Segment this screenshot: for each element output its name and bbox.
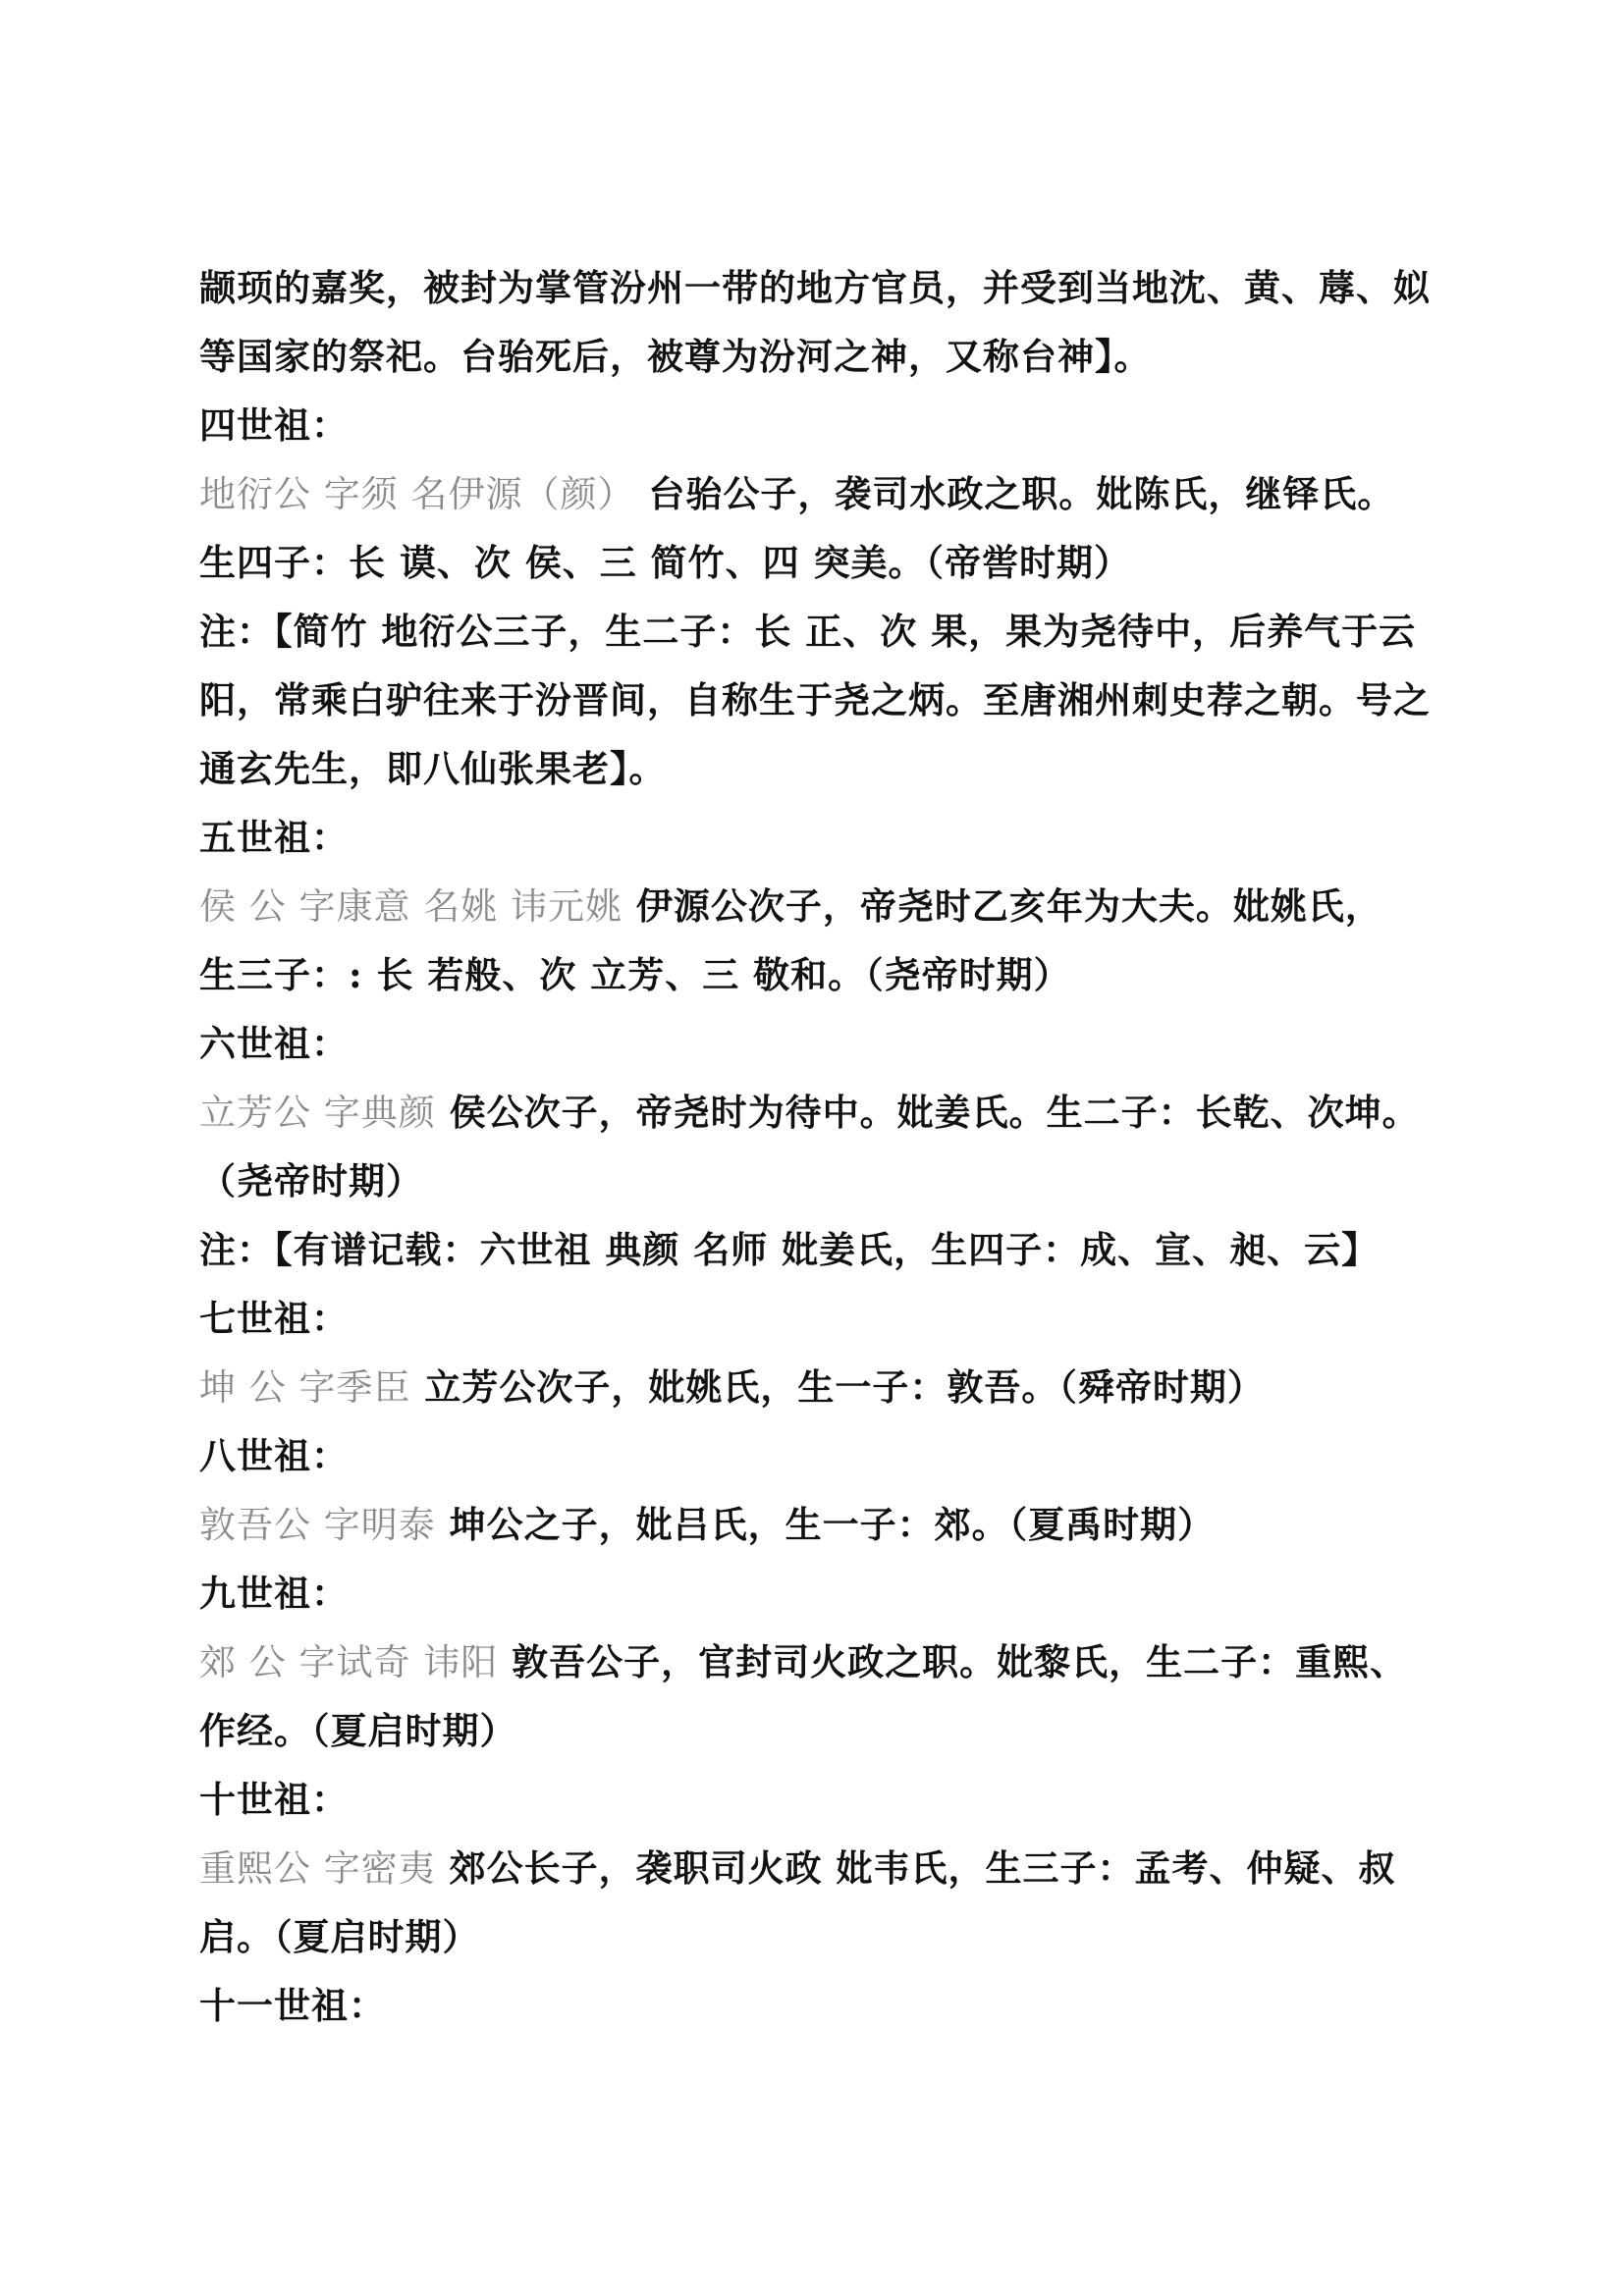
text-line <box>199 666 1466 734</box>
document-body <box>199 253 1466 2040</box>
line-text: 五世祖： <box>199 816 349 859</box>
line-text: 侯公次子，帝尧时为待中。妣姜氏。生二子：长乾、次坤。 <box>435 1091 1420 1134</box>
line-text: 生四子：长 谟、次 侯、三 简竹、四 突美。（帝喾时期） <box>199 541 1132 584</box>
line-text: 立芳公次子，妣姚氏，生一子：敦吾。（舜帝时期） <box>410 1365 1265 1409</box>
text-line <box>199 1696 1466 1765</box>
ancestor-name: 坤 公 字季臣 <box>199 1366 411 1409</box>
line-text: 注：【有谱记载：六世祖 典颜 名师 妣姜氏，生四子：成、宣、昶、云】 <box>199 1228 1380 1271</box>
line-text: 颛顼的嘉奖，被封为掌管汾州一带的地方官员，并受到当地沈、黄、蓐、姒 <box>199 266 1431 309</box>
line-text: 伊源公次子，帝尧时乙亥年为大夫。妣姚氏， <box>623 884 1382 928</box>
ancestor-name: 侯 公 字康意 名姚 讳元姚 <box>199 885 623 928</box>
line-text: 等国家的祭祀。台骀死后，被尊为汾河之神，又称台神】。 <box>199 335 1152 378</box>
ancestor-name: 郊 公 字试奇 讳阳 <box>199 1641 499 1683</box>
text-line <box>199 872 1466 940</box>
line-text: 九世祖： <box>199 1572 349 1615</box>
text-line <box>199 1834 1466 1902</box>
text-line <box>199 940 1466 1009</box>
text-line <box>199 1284 1466 1353</box>
line-text: 七世祖： <box>199 1297 349 1340</box>
text-line <box>199 1490 1466 1559</box>
line-text: 十世祖： <box>199 1778 349 1821</box>
text-line <box>199 253 1466 322</box>
text-line <box>199 528 1466 597</box>
line-text: 注：【简竹 地衍公三子，生二子：长 正、次 果，果为尧待中，后养气于云 <box>199 610 1417 653</box>
text-line <box>199 1559 1466 1628</box>
text-line <box>199 597 1466 666</box>
line-text: 四世祖： <box>199 403 349 447</box>
line-text: 郊公长子，袭职司火政 妣韦氏，生三子：孟考、仲疑、叔 <box>435 1846 1396 1890</box>
text-line <box>199 322 1466 391</box>
line-text: 八世祖： <box>199 1434 349 1477</box>
line-text: 启。（夏启时期） <box>199 1915 480 1958</box>
text-line <box>199 1009 1466 1078</box>
text-line <box>199 1147 1466 1215</box>
text-line <box>199 459 1466 528</box>
line-text: 六世祖： <box>199 1022 349 1065</box>
line-text: 台骀公子，袭司水政之职。妣陈氏，继铎氏。 <box>634 472 1395 515</box>
line-text: 作经。（夏启时期） <box>199 1709 517 1752</box>
text-line <box>199 1765 1466 1834</box>
line-text: 坤公之子，妣吕氏，生一子：郊。（夏禹时期） <box>435 1503 1216 1546</box>
ancestor-name: 地衍公 字须 名伊源（颜） <box>199 473 635 515</box>
text-line <box>199 1421 1466 1490</box>
line-text: 敦吾公子，官封司火政之职。妣黎氏，生二子：重熙、 <box>498 1640 1408 1683</box>
text-line <box>199 391 1466 459</box>
text-line <box>199 1971 1466 2040</box>
ancestor-name: 敦吾公 字明泰 <box>199 1504 436 1546</box>
text-line <box>199 1353 1466 1421</box>
text-line <box>199 1628 1466 1696</box>
ancestor-name: 重熙公 字密夷 <box>199 1847 436 1890</box>
line-text: 十一世祖： <box>199 1984 386 2027</box>
text-line <box>199 1215 1466 1284</box>
ancestor-name: 立芳公 字典颜 <box>199 1092 436 1134</box>
text-line <box>199 1902 1466 1971</box>
text-line <box>199 734 1466 803</box>
text-line <box>199 803 1466 872</box>
line-text: 阳，常乘白驴往来于汾晋间，自称生于尧之炳。至唐湘州刺史荐之朝。号之 <box>199 678 1431 721</box>
line-text: 通玄先生，即八仙张果老】。 <box>199 747 667 790</box>
line-text: （尧帝时期） <box>199 1159 423 1202</box>
line-text: 生三子：: 长 若般、次 立芳、三 敬和。（尧帝时期） <box>199 953 1071 996</box>
text-line <box>199 1078 1466 1147</box>
